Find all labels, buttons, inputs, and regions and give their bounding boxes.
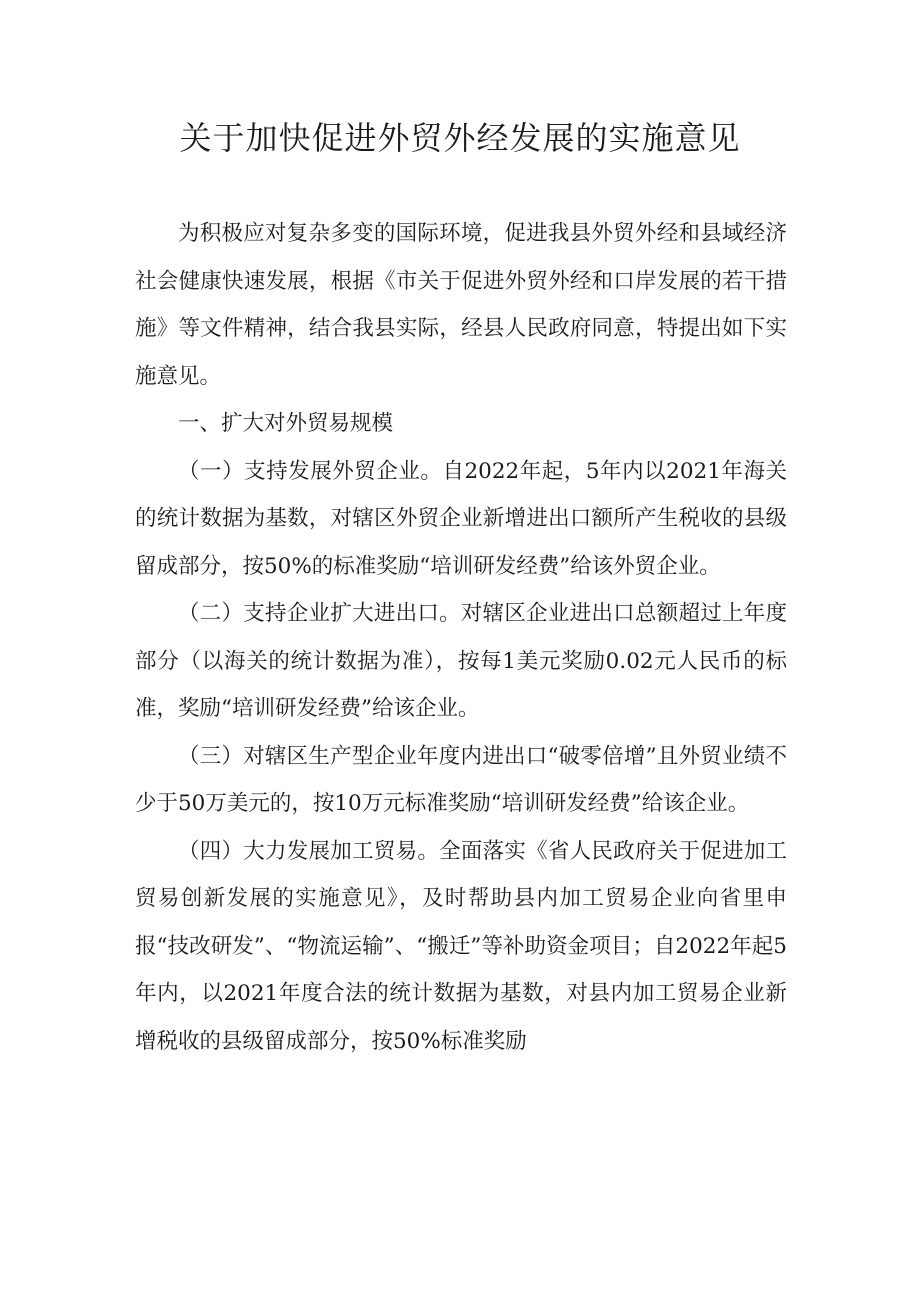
document-title: 关于加快促进外贸外经发展的实施意见 [179, 119, 741, 157]
clause-2: （二）支持企业扩大进出口。对辖区企业进出口总额超过上年度部分（以海关的统计数据为准），按每1美元奖励0.02元人民币的标准，奖励“培训研发经费”给该企业。 [135, 601, 787, 721]
document-body [135, 210, 787, 1065]
clause-4: （四）大力发展加工贸易。全面落实《省人民政府关于促进加工贸易创新发展的实施意见》，及时帮助县内加工贸易企业向省里申报“技改研发”、“物流运输”、“搬迁”等补助资金项目；自2022年起5年内，以2021年度合法的统计数据为基数，对县内加工贸易企业新增税收的县级留成部分，按50%标准奖励 [135, 838, 787, 1054]
clause-3: （三）对辖区生产型企业年度内进出口“破零倍增”且外贸业绩不少于50万美元的，按10万元标准奖励“培训研发经费”给该企业。 [135, 743, 787, 816]
intro-paragraph: 为积极应对复杂多变的国际环境，促进我县外贸外经和县域经济社会健康快速发展，根据《市关于促进外贸外经和口岸发展的若干措施》等文件精神，结合我县实际，经县人民政府同意，特提出如下实施意见。 [135, 221, 787, 389]
section-heading-1: 一、扩大对外贸易规模 [178, 411, 394, 436]
clause-1: （一）支持发展外贸企业。自2022年起，5年内以2021年海关的统计数据为基数，对辖区外贸企业新增进出口额所产生税收的县级留成部分，按50%的标准奖励“培训研发经费”给该外贸企业。 [135, 458, 787, 579]
